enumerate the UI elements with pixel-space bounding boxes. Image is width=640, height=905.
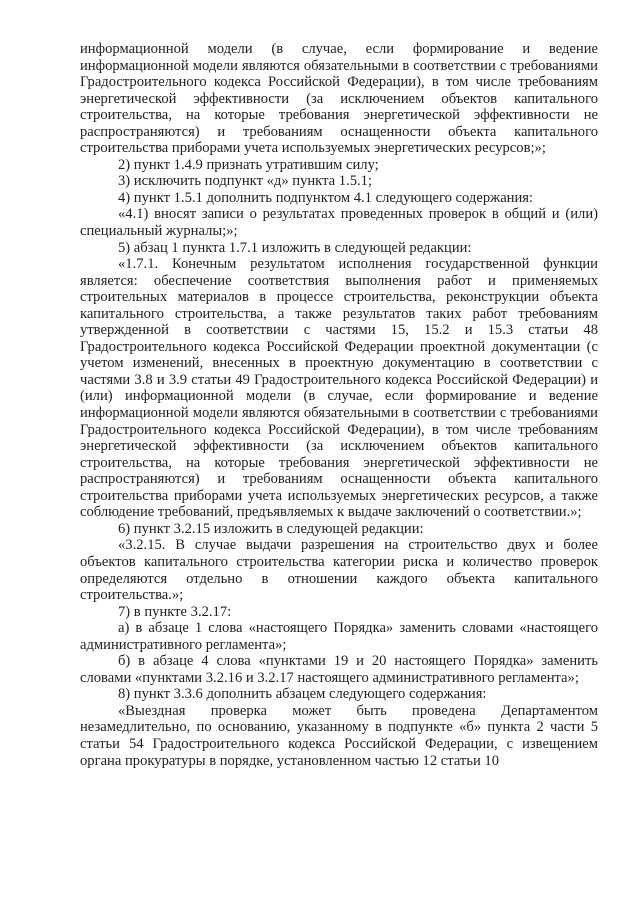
paragraph-continuation: информационной модели (в случае, если формирование и ведение информационной модели являются обязательными в соответствии с требованиями Градостроительного кодекса Российской Федерации), в том числе требованиям энергетической эффективности (за исключением объектов капитального строительства, на которые требования энергетической эффективности не распространяются) и требованиям оснащенности объекта капитального строительства приборами учета используемых энергетических ресурсов;»; bbox=[80, 41, 598, 157]
paragraph-quote-3-2-15: «3.2.15. В случае выдачи разрешения на строительство двух и более объектов капитального строительства категории риска и количество проверок определяются отдельно в отношении каждого объекта капитального строительства.»; bbox=[80, 537, 598, 604]
paragraph-item-7: 7) в пункте 3.2.17: bbox=[118, 603, 232, 620]
paragraph-item-8: 8) пункт 3.3.6 дополнить абзацем следующего содержания: bbox=[118, 686, 487, 703]
paragraph-item-6: 6) пункт 3.2.15 изложить в следующей редакции: bbox=[118, 520, 424, 537]
paragraph-item-4: 4) пункт 1.5.1 дополнить подпунктом 4.1 следующего содержания: bbox=[118, 189, 534, 206]
document-page bbox=[80, 41, 598, 769]
paragraph-quote-inspection: «Выездная проверка может быть проведена Департаментом незамедлительно, по основанию, указанному в подпункте «б» пункта 2 части 5 статьи 54 Градостроительного кодекса Российской Федерации, с извещением органа прокуратуры в порядке, установленном частью 12 статьи 10 bbox=[80, 702, 598, 769]
paragraph-item-5: 5) абзац 1 пункта 1.7.1 изложить в следующей редакции: bbox=[118, 239, 472, 256]
paragraph-item-7b: б) в абзаце 4 слова «пунктами 19 и 20 настоящего Порядка» заменить словами «пунктами 3.2.16 и 3.2.17 настоящего административного регламента»; bbox=[80, 653, 598, 686]
paragraph-quote-4-1: «4.1) вносят записи о результатах проведенных проверок в общий и (или) специальный журналы;»; bbox=[80, 206, 598, 240]
paragraph-quote-1-7-1: «1.7.1. Конечным результатом исполнения государственной функции является: обеспечение соответствия выполнения работ и применяемых строительных материалов в процессе строительства, реконструкции объекта капитального строительства, а также результатов таких работ требованиям утвержденной в соответствии с частями 15, 15.2 и 15.3 статьи 48 Градостроительного кодекса Российской Федерации проектной документации (с учетом изменений, внесенных в проектную документацию в соответствии с частями 3.8 и 3.9 статьи 49 Градостроительного кодекса Российской Федерации) и (или) информационной модели (в случае, если формирование и ведение информационной модели являются обязательными в соответствии с требованиями Градостроительного кодекса Российской Федерации), в том числе требованиям энергетической эффективности (за исключением объектов капитального строительства, на которые требования энергетической эффективности не распространяются) и требованиям оснащенности объекта капитального строительства приборами учета используемых энергетических ресурсов, а также соблюдение требований, предъявляемых к выдаче заключений о соответствии.»; bbox=[80, 256, 598, 521]
paragraph-item-7a: а) в абзаце 1 слова «настоящего Порядка» заменить словами «настоящего административного регламента»; bbox=[80, 620, 598, 653]
paragraph-item-3: 3) исключить подпункт «д» пункта 1.5.1; bbox=[118, 173, 373, 190]
paragraph-item-2: 2) пункт 1.4.9 признать утратившим силу; bbox=[118, 156, 379, 173]
